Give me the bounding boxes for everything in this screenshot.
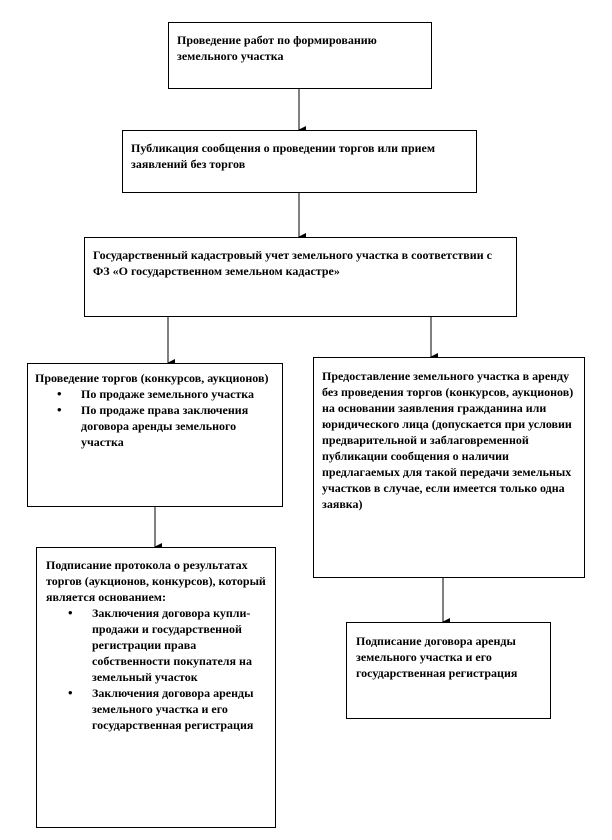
box7-text: Подписание договора аренды земельного участка и его государственная регистрация bbox=[356, 634, 518, 680]
box-publication bbox=[122, 130, 477, 193]
box-lease-without-auction bbox=[313, 357, 585, 578]
box6-title: Подписание протокола о результатах торгов (аукционов, конкурсов), который является основанием: bbox=[46, 558, 266, 604]
box4-title: Проведение торгов (конкурсов, аукционов) bbox=[35, 371, 269, 385]
box6-item: • Заключения договора аренды земельного участка и его государственная регистрация bbox=[46, 685, 266, 733]
box4-list bbox=[35, 386, 275, 450]
box1-text: Проведение работ по формированию земельного участка bbox=[177, 33, 377, 63]
box-land-plot-formation bbox=[168, 22, 432, 89]
box4-item: • По продаже права заключения договора аренды земельного участка bbox=[35, 402, 275, 450]
box3-text: Государственный кадастровый учет земельного участка в соответствии с ФЗ «О государственном земельном кадастре» bbox=[93, 248, 492, 278]
box6-item: • Заключения договора купли-продажи и государственной регистрации права собственности покупателя на земельный участок bbox=[46, 605, 266, 685]
box2-text: Публикация сообщения о проведении торгов или прием заявлений без торгов bbox=[131, 141, 436, 171]
box-lease-contract bbox=[346, 622, 551, 719]
box-auctions bbox=[27, 363, 283, 507]
box5-text: Предоставление земельного участка в аренду без проведения торгов (конкурсов, аукционов) на основании заявления гражданина или юридического лица (допускается при условии предварительной и заблаговременной публикации сообщения о наличии предлагаемых для такой передачи земельных участков в случае, если имеется только одна заявка) bbox=[322, 369, 574, 511]
box-cadastral-registration bbox=[84, 237, 517, 317]
box6-list bbox=[46, 605, 266, 733]
box4-item: • По продаже земельного участка bbox=[35, 386, 275, 402]
box-auction-protocol bbox=[36, 547, 276, 828]
